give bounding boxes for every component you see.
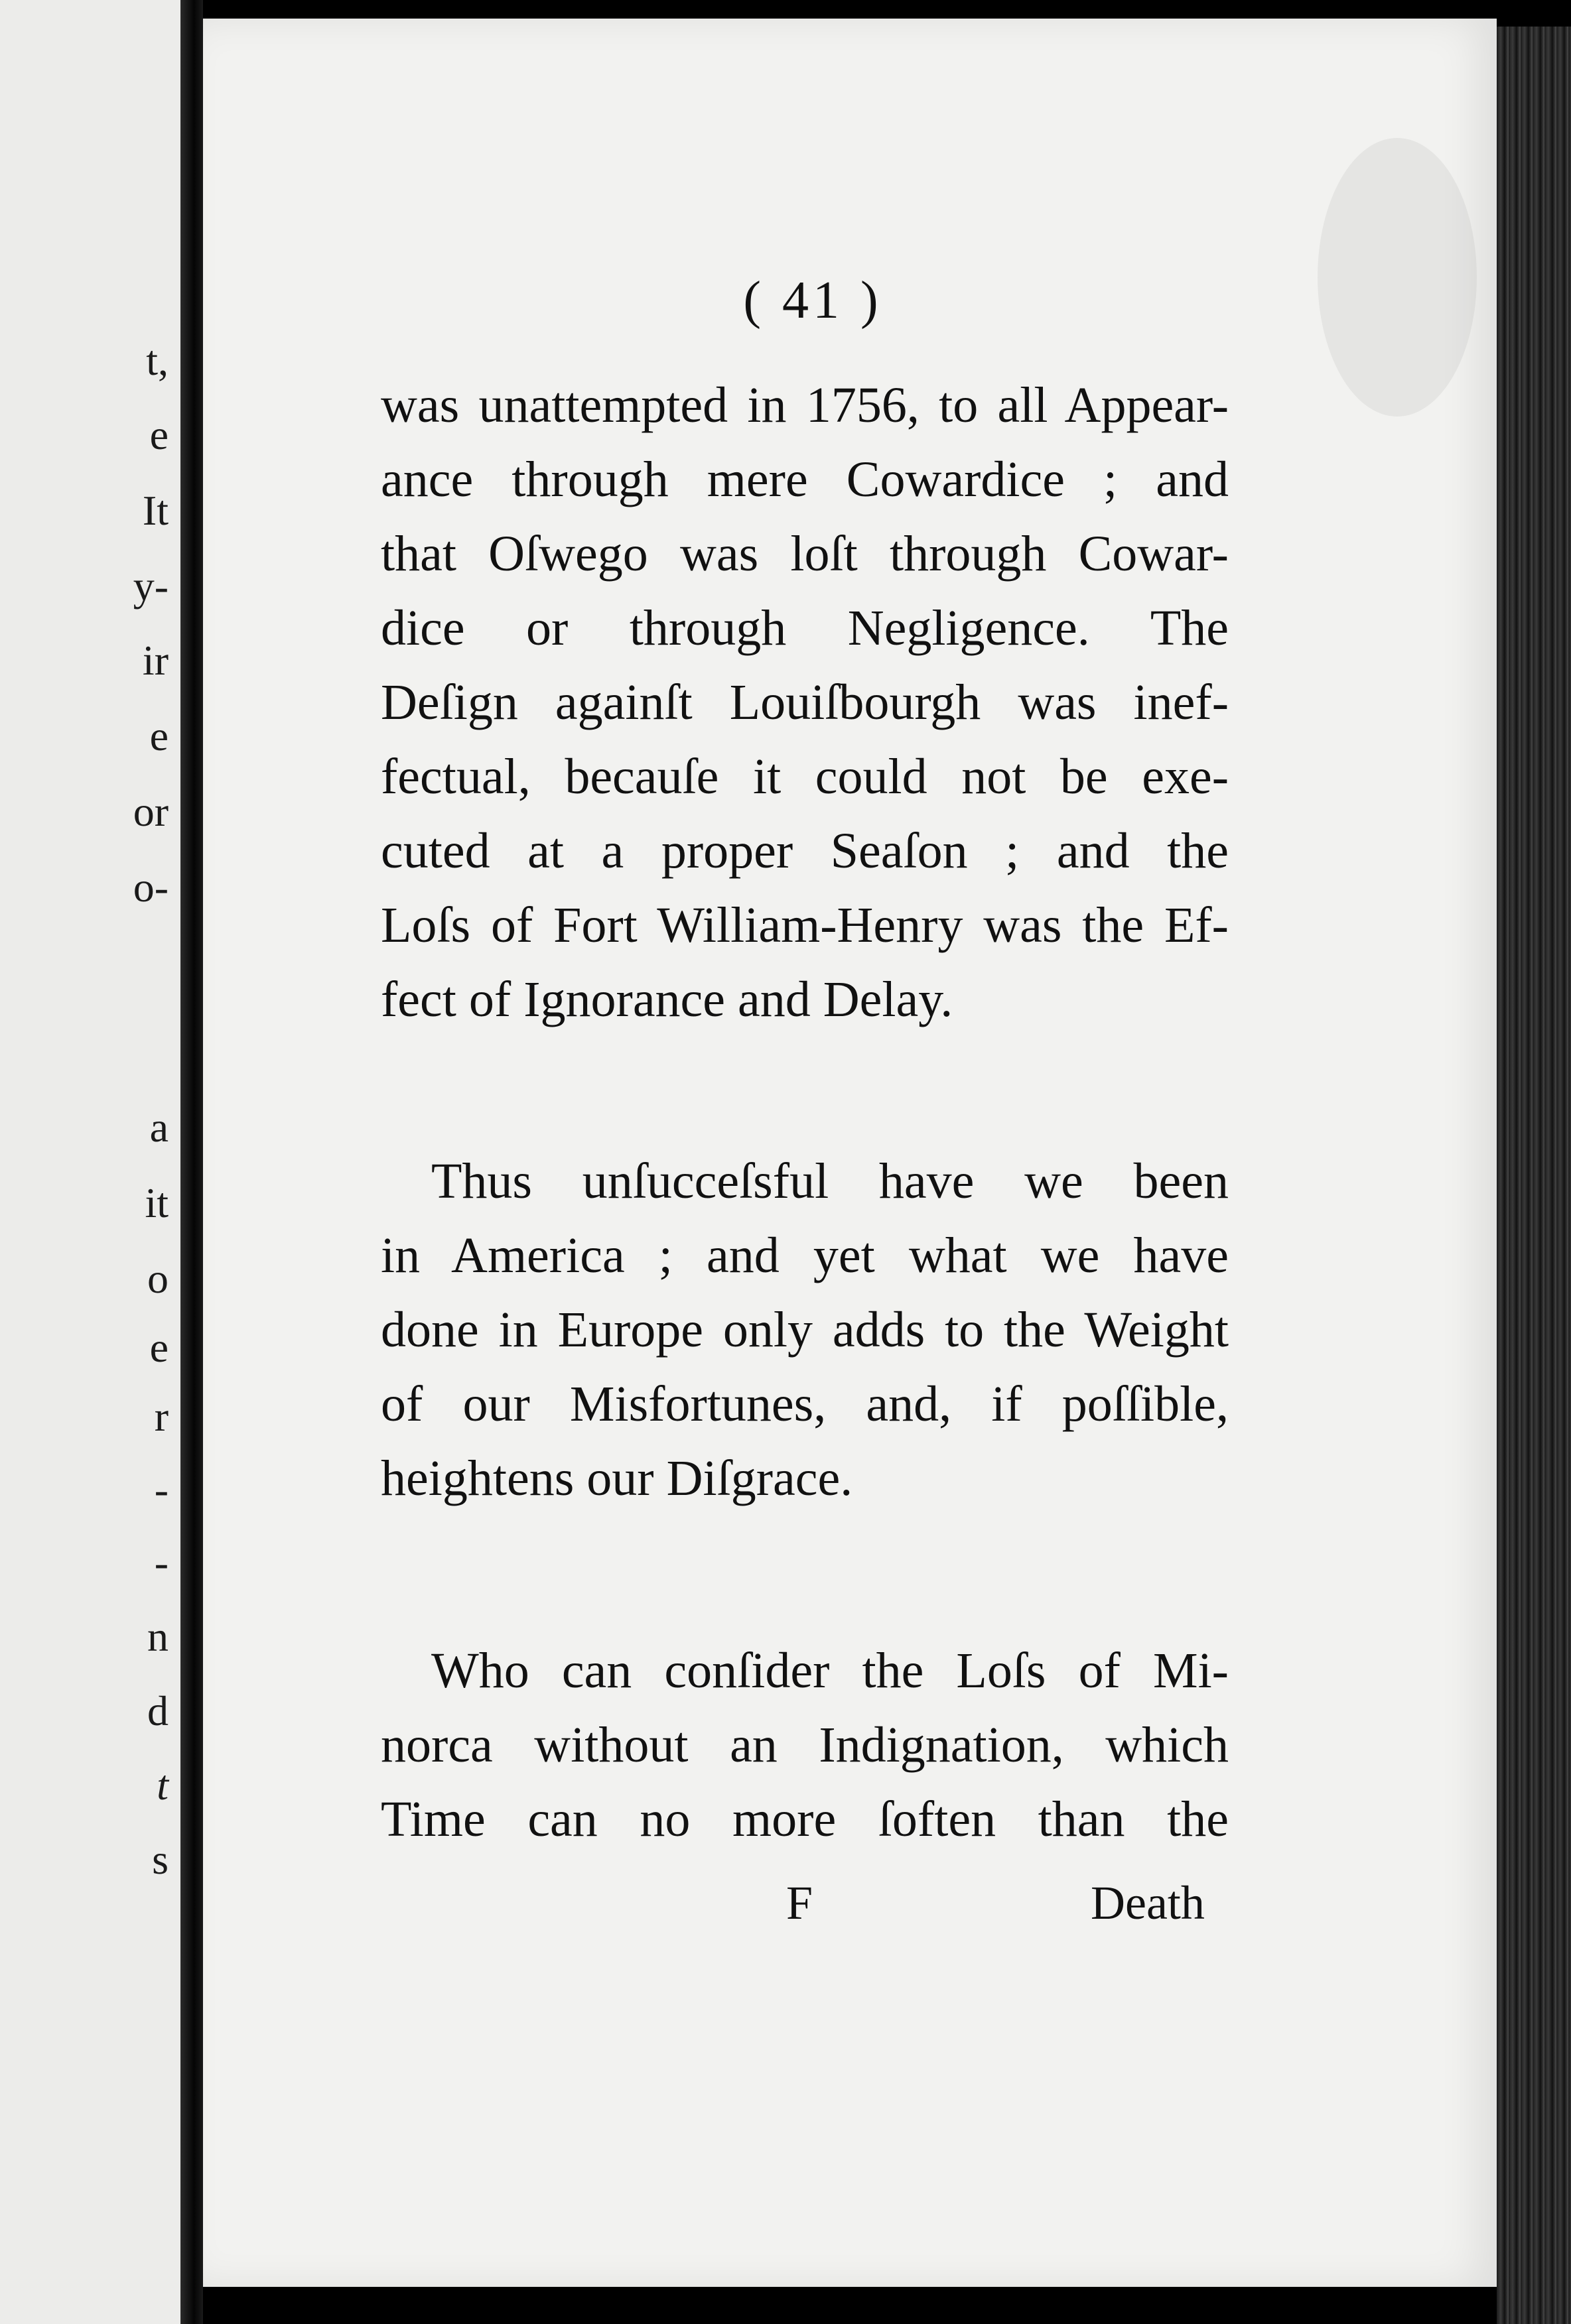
facing-page-fragment: o: [147, 1255, 169, 1302]
facing-page-fragment: -: [154, 1539, 169, 1586]
text-line: in America ; and yet what we have: [381, 1228, 1229, 1283]
facing-page-fragment: a: [149, 1104, 169, 1151]
facing-page-fragment: ir: [142, 637, 169, 684]
facing-page-fragment: e: [149, 1324, 169, 1371]
facing-page-fragment: or: [133, 788, 169, 835]
catchword: Death: [1091, 1876, 1205, 1929]
text-line: cuted at a proper Seaſon ; and the: [381, 823, 1229, 879]
facing-page-fragment: n: [147, 1613, 169, 1660]
scan-border: [203, 2287, 1497, 2324]
facing-page-fragment: e: [149, 712, 169, 759]
facing-page-fragment: t,: [146, 337, 169, 384]
text-line: heightens our Diſgrace.: [381, 1451, 853, 1506]
text-line: dice or through Negligence. The: [381, 600, 1229, 656]
text-line: fect of Ignorance and Delay.: [381, 972, 953, 1027]
text-line: Loſs of Fort William-Henry was the Ef-: [381, 897, 1229, 953]
paragraph-1: [381, 368, 1229, 1037]
facing-page-fragment: It: [142, 487, 169, 534]
facing-page-fragment: t: [157, 1762, 169, 1809]
book-gutter: [180, 0, 203, 2324]
facing-page-fragment: d: [147, 1687, 169, 1734]
text-line: Who can conſider the Loſs of Mi-: [431, 1643, 1229, 1699]
text-line: norca without an Indignation, which: [381, 1717, 1229, 1773]
text-line: Deſign againſt Louiſbourgh was inef-: [381, 675, 1229, 730]
text-line: done in Europe only adds to the Weight: [381, 1302, 1229, 1358]
text-line: of our Misfortunes, and, if poſſible,: [381, 1376, 1229, 1432]
signature-mark: F: [786, 1876, 813, 1929]
facing-page-fragment: y-: [133, 562, 169, 610]
facing-page-fragment: e: [149, 411, 169, 458]
page-number: ( 41 ): [743, 271, 882, 330]
facing-page-fragment: -: [154, 1466, 169, 1513]
facing-page-fragment: r: [154, 1393, 169, 1440]
page-stack-edge: [1497, 27, 1571, 2324]
text-line: fectual, becauſe it could not be exe-: [381, 749, 1229, 805]
paragraph-2: [381, 1144, 1229, 1516]
text-line: Thus unſucceſsful have we been: [431, 1153, 1229, 1209]
paragraph-3: [381, 1634, 1229, 1856]
facing-page-fragment: o-: [133, 864, 169, 911]
text-line: that Oſwego was loſt through Cowar-: [381, 526, 1229, 582]
text-line: Time can no more ſoften than the: [381, 1791, 1229, 1847]
text-line: was unattempted in 1756, to all Appear-: [381, 377, 1229, 433]
paper-stain: [1318, 138, 1477, 417]
facing-page-fragment: it: [145, 1179, 169, 1226]
facing-page-fragment: s: [152, 1836, 169, 1883]
facing-page-edge: [0, 0, 180, 2324]
text-line: ance through mere Cowardice ; and: [381, 452, 1229, 507]
